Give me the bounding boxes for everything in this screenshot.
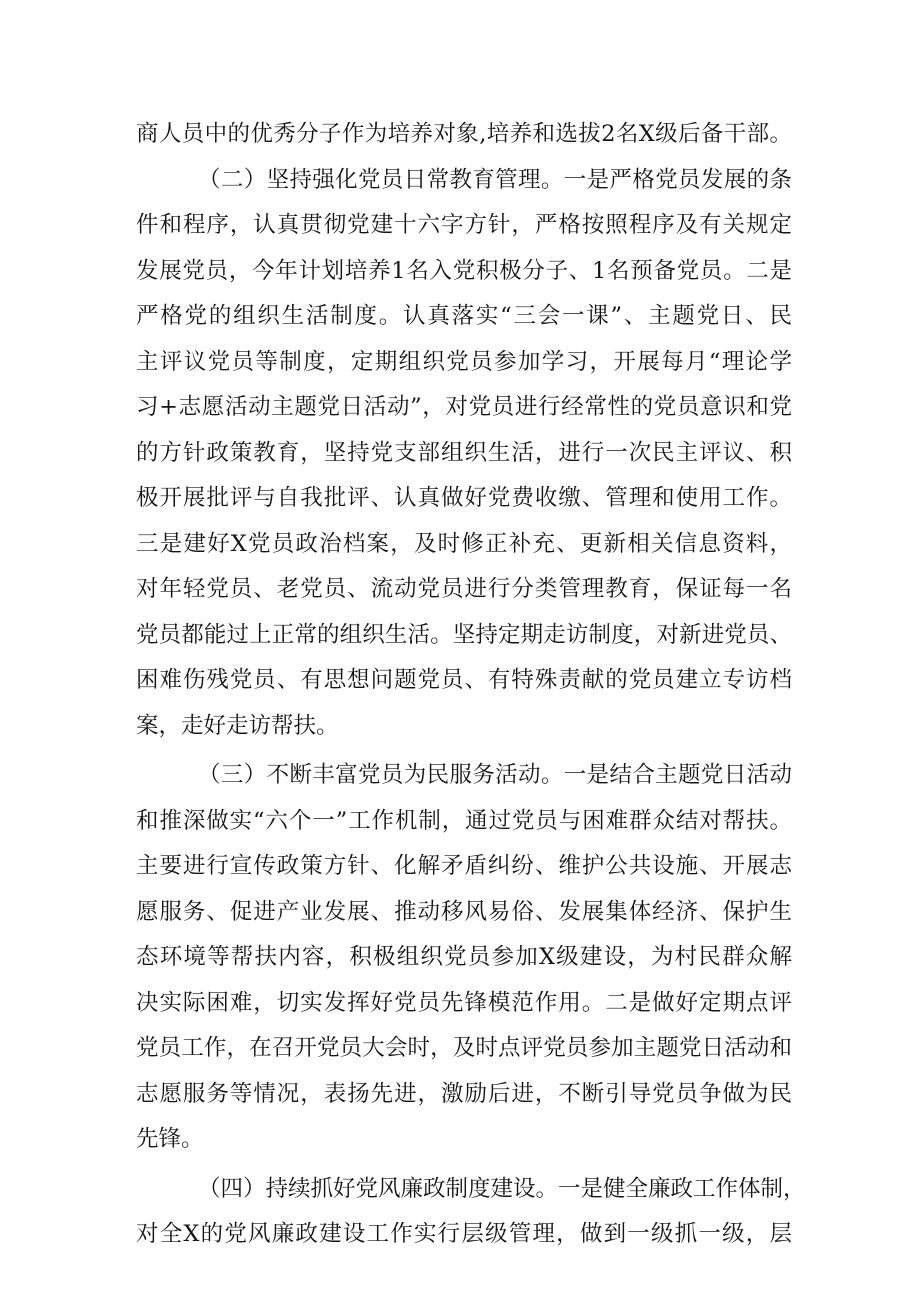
text-line: 件和程序，认真贯彻党建十六字方针，严格按照程序及有关规定	[136, 212, 792, 238]
paragraph-3	[136, 753, 792, 1163]
paragraph-2	[136, 158, 792, 750]
text-line: 对全X的党风廉政建设工作实行层级管理，做到一级抓一级，层	[136, 1221, 792, 1247]
paragraph-4	[136, 1167, 806, 1258]
text-line: 和推深做实“六个一”工作机制，通过党员与困难群众结对帮扶。	[136, 807, 792, 834]
text-line: 党员工作，在召开党员大会时，及时点评党员参加主题党日活动和	[136, 1035, 792, 1061]
text-line: （二）坚持强化党员日常教育管理。一是严格党员发展的条	[198, 166, 792, 193]
text-line: 愿服务、促进产业发展、推动移风易俗、发展集体经济、保护生	[136, 898, 792, 925]
text-line: 三是建好X党员政治档案，及时修正补充、更新相关信息资料，	[136, 530, 792, 557]
text-line: 发展党员，今年计划培养1名入党积极分子、1名预备党员。二是	[136, 257, 792, 284]
text-line: 对年轻党员、老党员、流动党员进行分类管理教育，保证每一名	[136, 576, 792, 602]
text-line: （四）持续抓好党风廉政制度建设。一是健全廉政工作体制，	[198, 1175, 806, 1202]
text-line: 商人员中的优秀分子作为培养对象,培养和选拔2名X级后备干部。	[136, 121, 792, 147]
text-line: 主要进行宣传政策方针、化解矛盾纠纷、维护公共设施、开展志	[136, 853, 792, 879]
document-body	[136, 112, 806, 1258]
text-line: 先锋。	[136, 1126, 204, 1152]
text-line: 志愿服务等情况，表扬先进，激励后进，不断引导党员争做为民	[136, 1080, 792, 1107]
text-line: 主评议党员等制度，定期组织党员参加学习，开展每月“理论学	[136, 348, 792, 375]
paragraph-1	[136, 112, 792, 158]
text-line: 案，走好走访帮扶。	[136, 712, 339, 739]
text-line: 习+志愿活动主题党日活动”，对党员进行经常性的党员意识和党	[136, 394, 792, 420]
text-line: 态环境等帮扶内容，积极组织党员参加X级建设，为村民群众解	[136, 944, 792, 970]
text-line: 困难伤残党员、有思想问题党员、有特殊责献的党员建立专访档	[136, 667, 792, 693]
text-line: 的方针政策教育，坚持党支部组织生活，进行一次民主评议、积	[136, 439, 792, 466]
text-line: 严格党的组织生活制度。认真落实“三会一课”、主题党日、民	[136, 303, 792, 329]
text-line: 党员都能过上正常的组织生活。坚持定期走访制度，对新进党员、	[136, 621, 792, 648]
text-line: 极开展批评与自我批评、认真做好党费收缴、管理和使用工作。	[136, 485, 792, 511]
text-line: （三）不断丰富党员为民服务活动。一是结合主题党日活动	[198, 762, 792, 788]
text-line: 决实际困难，切实发挥好党员先锋模范作用。二是做好定期点评	[136, 989, 792, 1016]
